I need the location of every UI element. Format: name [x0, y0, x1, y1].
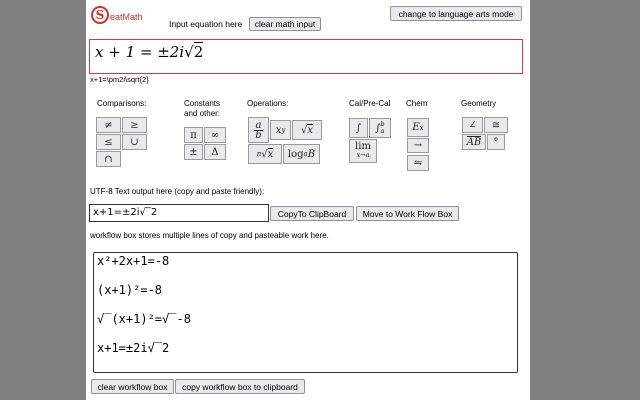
pi-button[interactable]: π: [184, 127, 203, 143]
definite-integral-button[interactable]: [369, 118, 391, 138]
log-button[interactable]: [283, 144, 320, 164]
copy-to-clipboard-button[interactable]: [270, 206, 354, 221]
reaction-arrow-button[interactable]: →: [407, 138, 429, 153]
congruent-button[interactable]: ≅: [484, 117, 508, 133]
clear-math-button[interactable]: clear math input: [249, 17, 321, 31]
power-base: x: [275, 124, 282, 136]
move-to-workflow-button[interactable]: Move to Work Flow Box: [356, 206, 459, 221]
fraction-numerator: a: [255, 119, 262, 131]
copy-button-prefix: Copy: [277, 208, 298, 219]
nth-root-index: n: [256, 150, 262, 158]
logo-icon: S: [91, 6, 109, 24]
limit-subscript: x→a: [356, 151, 370, 159]
limit-button[interactable]: [349, 139, 377, 163]
operations-label: Operations:: [247, 99, 289, 108]
logo-text: eatMath: [110, 12, 143, 22]
plus-minus-button[interactable]: ±: [184, 144, 203, 160]
language-mode-button[interactable]: change to language arts mode: [390, 6, 522, 21]
math-radicand: 2: [193, 43, 204, 61]
chem-element: E: [412, 122, 420, 133]
calc-label: Cal/Pre-Cal: [349, 99, 391, 108]
workflow-line: x²+2x+1=-8: [97, 254, 170, 268]
math-input[interactable]: [89, 39, 523, 74]
integral-button[interactable]: ∫: [349, 118, 368, 138]
chem-element-button[interactable]: [407, 118, 429, 137]
log-argument: B: [307, 148, 316, 160]
constants-label: Constants and other:: [184, 99, 221, 118]
power-exponent: y: [281, 126, 286, 134]
delta-button[interactable]: Δ: [204, 144, 226, 160]
comparisons-label: Comparisons:: [97, 99, 147, 108]
sqrt-icon: √: [300, 124, 308, 136]
clear-workflow-button[interactable]: clear workflow box: [91, 379, 174, 394]
input-label: Input equation here: [169, 19, 243, 29]
not-equal-button[interactable]: ≠: [96, 117, 121, 133]
angle-button[interactable]: ∠: [462, 117, 483, 133]
latex-output: x+1=\pm2i\sqrt{2}: [90, 75, 149, 84]
workflow-line: √‾(x+1)²=√‾-8: [97, 312, 191, 326]
less-equal-button[interactable]: ≤: [96, 134, 121, 150]
utf8-label: UTF-8 Text output here (copy and paste friendly):: [90, 187, 265, 196]
workflow-line: (x+1)²=-8: [97, 283, 163, 297]
copy-workflow-button[interactable]: copy workflow box to clipboard: [175, 379, 305, 394]
infinity-button[interactable]: ∞: [204, 127, 226, 143]
greater-equal-button[interactable]: ≥: [122, 117, 147, 133]
fraction-denominator: b: [255, 129, 262, 141]
segment-button[interactable]: [462, 134, 486, 150]
nth-root-icon: √: [261, 148, 268, 160]
limit-text: lim: [355, 141, 371, 152]
main-panel: [86, 0, 530, 400]
nth-root-button[interactable]: [248, 144, 282, 164]
chem-subscript: x: [419, 123, 424, 132]
power-button[interactable]: [270, 120, 291, 140]
workflow-box[interactable]: [93, 252, 518, 373]
math-expression: x + 1 = ±2i: [95, 43, 185, 61]
sqrt-symbol: √: [184, 43, 194, 61]
degree-button[interactable]: °: [487, 134, 505, 150]
chem-label: Chem: [406, 99, 428, 108]
definite-integral-icon: ∫: [375, 122, 381, 134]
sqrt-button[interactable]: [292, 120, 322, 140]
integral-bounds: [381, 121, 385, 135]
log-text: log: [287, 148, 304, 160]
math-rendered: [95, 43, 203, 61]
utf8-output[interactable]: x+1=±2i√‾2: [89, 204, 269, 222]
union-button[interactable]: ∪: [122, 134, 147, 150]
workflow-line: x+1=±2i√‾2: [97, 341, 170, 355]
copy-button-text: To ClipBoard: [297, 208, 347, 219]
sqrt-radicand: x: [307, 125, 313, 136]
workflow-description: workflow box stores multiple lines of copy and pasteable work here.: [90, 231, 329, 240]
fraction-button[interactable]: [248, 117, 269, 143]
log-base: a: [303, 150, 308, 158]
intersection-button[interactable]: ∩: [96, 151, 121, 167]
integral-upper: b: [380, 120, 385, 128]
segment-label: AB: [466, 137, 482, 148]
nth-root-radicand: x: [267, 149, 274, 160]
geometry-label: Geometry: [461, 99, 497, 108]
integral-lower: a: [380, 127, 385, 135]
equilibrium-arrow-button[interactable]: ⇋: [407, 155, 429, 171]
